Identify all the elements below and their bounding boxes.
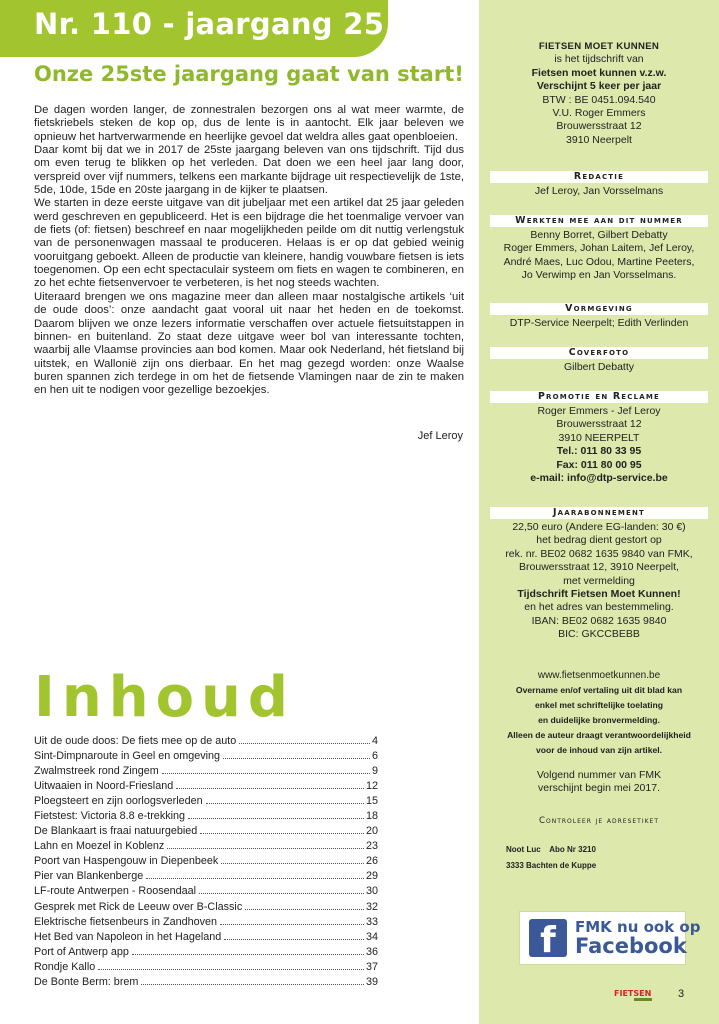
facebook-banner[interactable] <box>519 911 701 965</box>
frequency-line: Verschijnt 5 keer per jaar <box>536 80 662 93</box>
redactie-names: Jef Leroy, Jan Vorsselmans <box>534 185 664 197</box>
contributors-line: André Maes, Luc Odou, Martine Peeters, <box>503 255 695 268</box>
toc-row <box>34 810 378 825</box>
section-heading-redactie: Redactie <box>490 171 708 183</box>
toc-leader-dots <box>146 878 364 879</box>
table-of-contents <box>34 735 378 991</box>
facebook-banner-brand: Facebook <box>575 934 687 958</box>
phone-number: Tel.: 011 80 33 95 <box>556 445 642 458</box>
toc-item-title: Poort van Haspengouw in Diepenbeek <box>34 855 219 868</box>
toc-item-page: 33 <box>365 915 378 928</box>
toc-leader-dots <box>206 803 364 804</box>
subscription-block <box>479 521 719 642</box>
toc-row <box>34 840 378 855</box>
toc-row <box>34 976 378 991</box>
magazine-logo-bar <box>634 998 652 1001</box>
subscription-account: rek. nr. BE02 0682 1635 9840 van FMK, <box>505 547 693 560</box>
fax-number: Fax: 011 80 00 95 <box>556 458 642 471</box>
article-paragraph: Daar komt bij dat we in 2017 de 25ste jaargang beleven van ons tijdschrift. Tijd dus om even terug te blikken op het verleden. Dat doen we een heel jaar lang door, verspreid over vijf nummers, telkens een markante bijdrage uit respectievelijk de 1ste, 5de, 10de, 15de en 20ste jaargang in de kijker te plaatsen. <box>34 144 464 197</box>
contributors-line: Roger Emmers, Johan Laitem, Jef Leroy, <box>503 242 695 255</box>
promotie-names: Roger Emmers - Jef Leroy <box>537 405 661 417</box>
toc-item-title: Rondje Kallo <box>34 960 96 973</box>
next-issue-date: verschijnt begin mei 2017. <box>538 782 660 795</box>
toc-row <box>34 735 378 750</box>
section-heading-coverfoto: Coverfoto <box>490 347 708 359</box>
magazine-name: FIETSEN MOET KUNNEN <box>538 41 660 52</box>
toc-row <box>34 855 378 870</box>
toc-leader-dots <box>239 743 370 744</box>
toc-item-page: 6 <box>371 750 378 763</box>
legal-line: enkel met schriftelijke toelating <box>535 700 663 710</box>
toc-leader-dots <box>176 788 364 789</box>
toc-leader-dots <box>167 848 364 849</box>
section-heading-jaarabonnement: Jaarabonnement <box>490 507 708 519</box>
subscription-reference: Tijdschrift Fietsen Moet Kunnen! <box>517 588 681 601</box>
toc-row <box>34 961 378 976</box>
toc-item-title: LF-route Antwerpen - Roosendaal <box>34 885 197 898</box>
toc-item-title: De Blankaart is fraai natuurgebied <box>34 825 198 838</box>
toc-leader-dots <box>245 909 364 910</box>
legal-line: Overname en/of vertaling uit dit blad kan <box>515 685 683 695</box>
article-paragraph: Uiteraard brengen we ons magazine meer dan alleen maar nostalgische artikels ‘uit de oude doos’: onze aandacht gaat vooral uit naar het heden en de toekomst. Daarom blijven we onze lezers informatie verschaffen over actuele fietsuitstappen in binnen- en buitenland. Zo staat deze uitgave weer bol van interessante tochten, waarbij alle Vlaamse provincies aan bod komen. Maar ook Nederland, hét fietsland bij uitstek, en Wallonië zijn ons dierbaar. En het mag gezegd worden: onze Waalse buren spannen zich terdege in om het de fietsende Vlamingen naar de zin te maken en hen uit te nodigen voor gezellige bezoekjes. <box>34 290 464 397</box>
article-body <box>34 104 464 398</box>
magazine-logo-text: FIETSEN <box>614 989 652 998</box>
email-address: e-mail: info@dtp-service.be <box>530 472 668 485</box>
toc-item-page: 26 <box>365 855 378 868</box>
toc-item-title: Zwalmstreek rond Zingem <box>34 765 159 778</box>
iban: IBAN: BE02 0682 1635 9840 <box>531 614 667 627</box>
toc-item-page: 32 <box>365 900 378 913</box>
subscription-line: met vermelding <box>563 574 635 587</box>
toc-leader-dots <box>188 818 364 819</box>
subscription-line: het bedrag dient gestort op <box>536 534 662 547</box>
toc-row <box>34 901 378 916</box>
promotie-street: Brouwersstraat 12 <box>556 418 642 431</box>
toc-leader-dots <box>221 863 364 864</box>
toc-item-page: 30 <box>365 885 378 898</box>
next-issue-line: Volgend nummer van FMK <box>536 769 662 781</box>
subscription-line: en het adres van bestemmeling. <box>524 601 674 614</box>
toc-item-title: Het Bed van Napoleon in het Hageland <box>34 930 222 943</box>
section-heading-vormgeving: Vormgeving <box>490 303 708 315</box>
toc-item-page: 15 <box>365 795 378 808</box>
legal-line: Alleen de auteur draagt verantwoordelijkheid <box>507 730 691 740</box>
bic: BIC: GKCCBEBB <box>558 628 640 641</box>
colophon-sidebar <box>479 0 719 1024</box>
responsible-publisher: V.U. Roger Emmers <box>552 107 646 120</box>
toc-item-title: Uit de oude doos: De fiets mee op de auto <box>34 735 237 747</box>
contents-title: Inhoud <box>34 665 295 730</box>
toc-item-page: 12 <box>365 780 378 793</box>
toc-item-page: 18 <box>365 810 378 823</box>
toc-item-title: Fietstest: Victoria 8.8 e-trekking <box>34 810 186 823</box>
toc-leader-dots <box>132 954 364 955</box>
toc-item-title: Ploegsteert en zijn oorlogsverleden <box>34 795 203 808</box>
publisher-block <box>479 40 719 147</box>
subscriber-city: 3333 Bachten de Kuppe <box>506 861 597 870</box>
toc-item-title: De Bonte Berm: brem <box>34 975 139 988</box>
toc-row <box>34 870 378 885</box>
coverfoto-text: Gilbert Debatty <box>563 361 635 373</box>
toc-item-page: 23 <box>365 840 378 853</box>
toc-row <box>34 916 378 931</box>
toc-row <box>34 795 378 810</box>
legal-notice <box>479 683 719 758</box>
toc-row <box>34 750 378 765</box>
toc-item-page: 39 <box>365 975 378 988</box>
legal-line: en duidelijke bronvermelding. <box>538 715 660 725</box>
publisher-street: Brouwersstraat 12 <box>556 120 642 133</box>
toc-item-title: Uitwaaien in Noord-Friesland <box>34 780 174 793</box>
toc-item-title: Pier van Blankenberge <box>34 870 144 883</box>
article-paragraph: We starten in deze eerste uitgave van dit jubeljaar met een artikel dat 25 jaar geleden werd geschreven en gepubliceerd. Het is een bijdrage die het toenmalige vervoer van de fiets (of: fietsen) beschreef en naar mogelijkheden peilde om dit nuttig verlengstuk van de personenwagen massaal te produceren. Helaas is er op dat gebied weinig vooruitgang geboekt. Alleen de productie van kleinere, handig vouwbare fietsen is iets toegenomen. Op een echt spectaculair systeem om fiets en wagen te combineren, en zo het echte fietsenvervoer te verbeteren, is het nog steeds wachten. <box>34 197 464 290</box>
section-heading-promotie: Promotie en Reclame <box>490 391 708 403</box>
toc-leader-dots <box>141 984 364 985</box>
facebook-banner-line: FMK nu ook op <box>575 918 701 936</box>
toc-item-page: 4 <box>371 735 378 747</box>
contributors-block <box>479 229 719 283</box>
toc-item-title: Gesprek met Rick de Leeuw over B-Classic <box>34 900 243 913</box>
subscriber-name: Noot Luc Abo Nr 3210 <box>506 845 596 854</box>
publisher-name: Fietsen moet kunnen v.z.w. <box>531 66 667 79</box>
toc-leader-dots <box>220 924 364 925</box>
contributors-line: Benny Borret, Gilbert Debatty <box>530 229 668 241</box>
publisher-line: is het tijdschrift van <box>554 53 644 66</box>
toc-item-title: Lahn en Moezel in Koblenz <box>34 840 165 853</box>
toc-leader-dots <box>199 893 364 894</box>
vormgeving-text: DTP-Service Neerpelt; Edith Verlinden <box>509 317 689 329</box>
toc-row <box>34 885 378 900</box>
article-paragraph: De dagen worden langer, de zonnestralen bezorgen ons al wat meer warmte, de fietskriebels steken de kop op, dus de lente is in aantocht. Elk jaar beleven we opnieuw het hartverwarmende en heerlijke gevoel dat weldra alles gaat openbloeien. <box>34 104 464 143</box>
facebook-icon: f <box>529 919 567 957</box>
toc-item-page: 37 <box>365 960 378 973</box>
toc-leader-dots <box>162 773 370 774</box>
next-issue-notice <box>479 769 719 796</box>
article-author: Jef Leroy <box>417 430 463 442</box>
toc-item-title: Port of Antwerp app <box>34 945 129 958</box>
legal-line: voor de inhoud van zijn artikel. <box>535 745 663 755</box>
article-headline: Onze 25ste jaargang gaat van start! <box>34 62 464 86</box>
publisher-city: 3910 Neerpelt <box>566 133 632 146</box>
section-heading-werkten: Werkten mee aan dit nummer <box>490 215 708 227</box>
toc-row <box>34 931 378 946</box>
promotie-city: 3910 NEERPELT <box>558 431 640 444</box>
subscription-line: Brouwersstraat 12, 3910 Neerpelt, <box>519 561 679 574</box>
vat-number: BTW : BE 0451.094.540 <box>542 93 656 106</box>
toc-leader-dots <box>200 833 364 834</box>
toc-item-page: 9 <box>371 765 378 778</box>
toc-item-page: 36 <box>365 945 378 958</box>
promotie-block <box>479 405 719 485</box>
issue-title: Nr. 110 - jaargang 25 <box>34 7 385 41</box>
magazine-logo <box>614 989 654 1001</box>
toc-leader-dots <box>223 758 370 759</box>
website-link[interactable]: www.fietsenmoetkunnen.be <box>537 670 661 681</box>
toc-leader-dots <box>98 969 364 970</box>
check-address-label: Controleer je adresetiket <box>539 816 659 826</box>
contributors-line: Jo Verwimp en Jan Vorsselmans. <box>521 269 677 282</box>
toc-item-title: Sint-Dimpnaroute in Geel en omgeving <box>34 750 221 763</box>
issue-banner <box>0 0 388 57</box>
toc-item-page: 34 <box>365 930 378 943</box>
toc-row <box>34 946 378 961</box>
toc-item-title: Elektrische fietsenbeurs in Zandhoven <box>34 915 218 928</box>
toc-item-page: 20 <box>365 825 378 838</box>
toc-item-page: 29 <box>365 870 378 883</box>
toc-row <box>34 765 378 780</box>
page-number: 3 <box>678 988 685 1000</box>
address-label <box>506 842 596 874</box>
toc-row <box>34 825 378 840</box>
toc-leader-dots <box>224 939 364 940</box>
subscription-price: 22,50 euro (Andere EG-landen: 30 €) <box>512 521 686 533</box>
toc-row <box>34 780 378 795</box>
